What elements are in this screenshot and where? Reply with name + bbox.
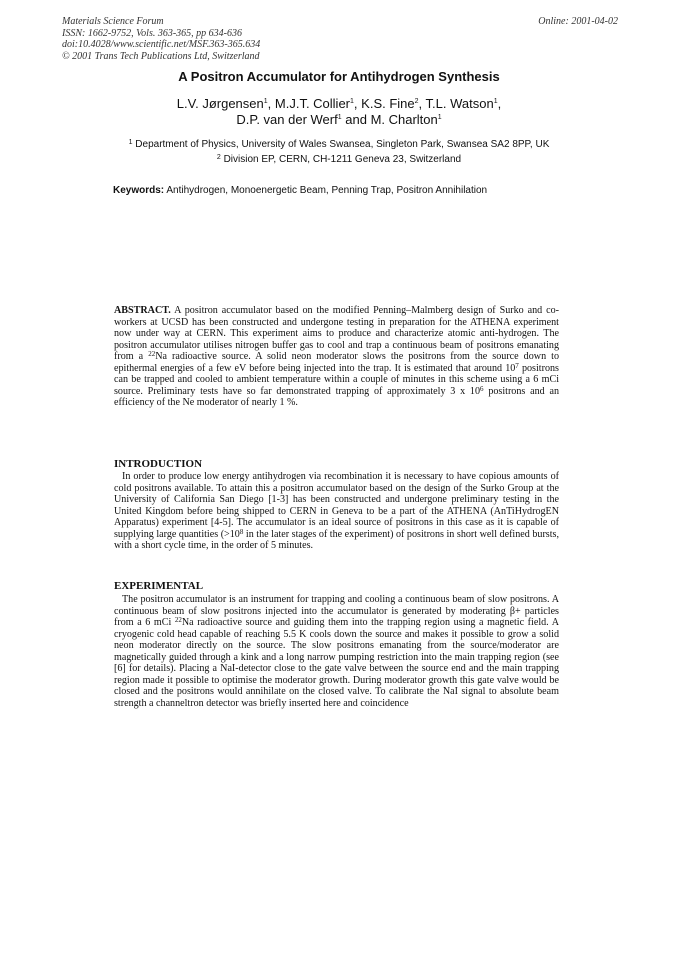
superscript: 6 [480, 384, 484, 393]
author-separator: , [267, 96, 275, 111]
abstract-text: Na radioactive source. A solid neon moderator slows the positrons from the source down to epithermal energies of a few eV before being injected into the trap. It is estimated that around 10 [114, 351, 560, 374]
abstract-text: positrons can be trapped and cooled to ambient temperature within a couple of minutes in this scheme using a 6 mCi source. Preliminary tests have so far demonstrated trapping of approximately 3 x 10 [114, 362, 559, 397]
introduction-body [114, 471, 559, 552]
author-name: D.P. van der Werf [236, 112, 338, 127]
affiliation-2 [0, 152, 678, 167]
introduction-text: In order to produce low energy antihydrogen via recombination it is necessary to have copious amounts of cold positrons available. To attain this a positron accumulator based on the design of the Surko Group at the University of California San Diego [1-3] has been constructed and undergone preliminary testing in the United Kingdom before being shipped to CERN in Geneva to be a part of the ATHENA (AnTiHydrogEN Apparatus) experiment [4-5]. The accumulator is an ideal source of positrons in this case as it is capable of supplying large quantities (>10 [114, 471, 559, 540]
abstract [114, 305, 559, 409]
introduction-text: in the later stages of the experiment) of positrons in short well defined bursts, with a short cycle time, in the order of 5 minutes. [114, 528, 559, 551]
journal-doi: doi:10.4028/www.scientific.net/MSF.363-365.634 [62, 39, 261, 50]
author-affil-mark: 1 [350, 98, 354, 105]
paper-title: A Positron Accumulator for Antihydrogen Synthesis [178, 69, 500, 84]
author-affil-mark: 2 [414, 98, 419, 105]
author-name: K.S. Fine [361, 96, 415, 111]
author-line-1: L.V. Jørgensen$^1$, M.J.T. Collier$^1$, K.S. Fine$^2$, T.L. Watson$^1$, [176, 96, 502, 111]
affiliation-text: Division EP, CERN, CH-1211 Geneva 23, Switzerland [223, 154, 462, 165]
author-line-2 [0, 112, 678, 128]
author-and: and [341, 112, 371, 127]
journal-copyright: © 2001 Trans Tech Publications Ltd, Switzerland [62, 50, 260, 62]
abstract-text: positrons and an efficiency of the Ne moderator of nearly 1 %. [114, 385, 560, 408]
affiliation-text: Department of Physics, University of Wales Swansea, Singleton Park, Swansea SA2 8PP, UK [135, 139, 550, 150]
author-separator: , [353, 96, 362, 111]
experimental-heading: EXPERIMENTAL [114, 580, 204, 592]
experimental-text: The positron accumulator is an instrument for trapping and cooling a continuous beam of slow positrons. A continuous beam of slow positrons injected into the accumulator is generated by moderating β+ particles from a 6 mCi [114, 594, 559, 628]
affiliation-mark: 1 [128, 139, 133, 146]
author-affil-mark: 1 [337, 114, 342, 121]
keywords [113, 185, 487, 196]
abstract-label: ABSTRACT. [114, 305, 171, 316]
affiliations [0, 137, 678, 167]
author-list [0, 96, 678, 128]
superscript: 22 [148, 350, 156, 358]
abstract-text: A positron accumulator based on the modified Penning–Malmberg design of Surko and co-workers at UCSD has been constructed and undergone testing in preparation for the ATHENA experiment now under way at CERN. This experiment aims to produce and characterize atomic anti-hydrogen. The positron accumulator utilises nitrogen buffer gas to cool and trap a continuous beam of positrons emanating from a [114, 305, 559, 362]
experimental-body [114, 594, 559, 709]
author-affil-mark: 1 [263, 98, 268, 105]
author-name: M.J.T. Collier [274, 96, 351, 111]
introduction-heading: INTRODUCTION [114, 458, 203, 470]
author-name: T.L. Watson [425, 96, 494, 111]
online-date: Online: 2001-04-02 [538, 16, 618, 27]
affiliation-mark: 2 [216, 154, 221, 161]
superscript: 22 [174, 616, 182, 624]
author-separator: , [418, 96, 426, 111]
author-name: M. Charlton [370, 112, 438, 127]
author-affil-mark: 1 [493, 98, 498, 105]
journal-name: Materials Science Forum [62, 16, 164, 27]
keywords-label: Keywords: [113, 185, 165, 196]
affiliation-1 [0, 137, 678, 152]
author-affil-mark: 1 [437, 114, 442, 121]
author-name: L.V. Jørgensen [176, 96, 264, 111]
superscript: 7 [515, 361, 519, 370]
superscript: 8 [239, 527, 244, 536]
journal-issn: ISSN: 1662-9752, Vols. 363-365, pp 634-636 [62, 27, 242, 39]
experimental-text: Na radioactive source and guiding them into the trapping region using a magnetic field. A cryogenic cold head capable of reaching 5.5 K cools down the source and makes it possible to grow a solid neon moderator directly on the source. The slow positrons emanating from the source/moderator are magnetically guided through a kink and a long narrow pumping restriction into the main trapping region (see [6] for details). Placing a NaI-detector close to the gate valve between the source end and the main trapping region made it possible to optimise the moderator growth. During moderator growth this gate valve would be closed and the positrons would annihilate on the closed valve. To calibrate the NaI signal to absolute beam strength a channeltron detector was briefly inserted here and coincidence [114, 617, 559, 709]
keywords-text: Antihydrogen, Monoenergetic Beam, Penning Trap, Positron Annihilation [164, 185, 488, 196]
journal-header [62, 16, 618, 62]
